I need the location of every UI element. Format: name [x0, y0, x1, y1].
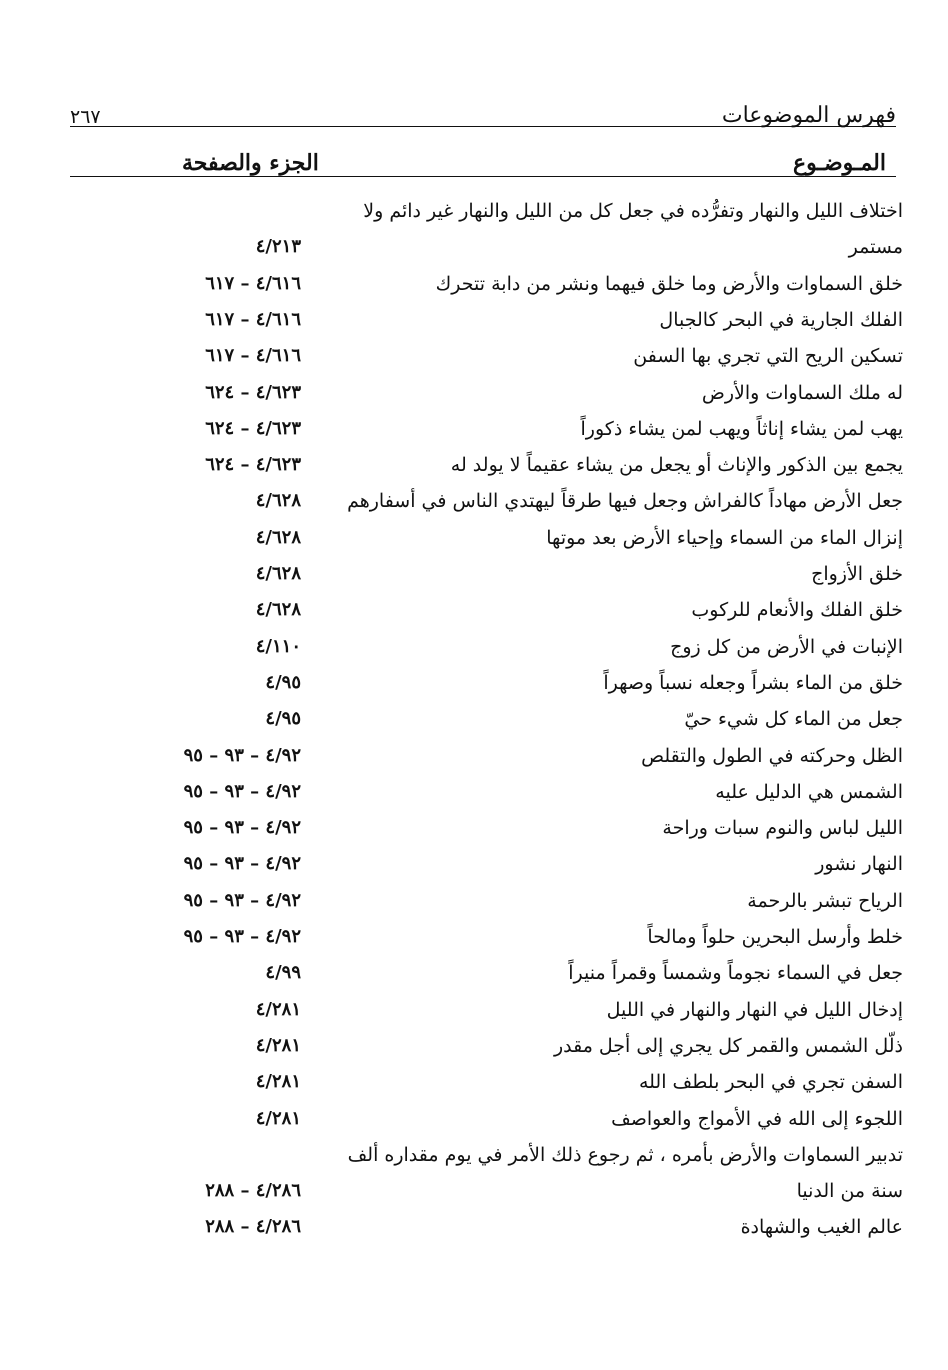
running-title: فهرس الموضوعات: [721, 103, 896, 128]
index-row-topic: الرياح تبشر بالرحمة: [747, 889, 903, 912]
index-row-topic: السفن تجري في البحر بلطف الله: [638, 1071, 903, 1094]
index-row-topic: إنزال الماء من السماء وإحياء الأرض بعد موتها: [546, 526, 903, 549]
index-row-reference: ٤/٦٢٨: [255, 599, 301, 621]
reference-column-header: الجزء والصفحة: [182, 150, 319, 176]
page-number: ٢٦٧: [70, 106, 101, 128]
index-row-reference: ٤/٢٨٦ – ٢٨٨: [205, 1216, 301, 1238]
index-row-reference: ٤/٩٢ – ٩٣ – ٩٥: [183, 744, 301, 766]
index-row-reference: ٤/٢١٣: [255, 236, 301, 258]
index-row-reference: ٤/٢٨٦ – ٢٨٨: [205, 1180, 301, 1202]
index-row-topic: يجمع بين الذكور والإناث أو يجعل من يشاء عقيماً لا يولد له: [450, 454, 903, 477]
running-header: [70, 98, 896, 128]
index-row-topic: الفلك الجارية في البحر كالجبال: [659, 308, 903, 331]
index-row-topic: خلق الأزواج: [811, 563, 903, 585]
index-row-reference: ٤/٩٢ – ٩٣ – ٩٥: [183, 817, 301, 839]
index-row-topic: اختلاف الليل والنهار وتفرُّده في جعل كل من الليل والنهار غير دائم ولا: [363, 200, 903, 222]
index-row-topic: الإنبات في الأرض من كل زوج: [670, 635, 903, 658]
index-row-reference: ٤/٦٢٣ – ٦٢٤: [205, 417, 301, 439]
index-row-reference: ٤/٦٢٣ – ٦٢٤: [205, 381, 301, 403]
index-row-reference: ٤/٦١٦ – ٦١٧: [205, 308, 301, 330]
index-row-topic: اللجوء إلى الله في الأمواج والعواصف: [611, 1107, 903, 1130]
index-row-topic: سنة من الدنيا: [796, 1180, 903, 1203]
index-row-reference: ٤/٩٢ – ٩٣ – ٩٥: [183, 889, 301, 911]
index-row-topic: مستمر: [848, 236, 903, 259]
column-header-rule: [70, 176, 896, 177]
index-row-topic: تسكين الريح التي تجري بها السفن: [633, 345, 903, 368]
index-row-topic: ذلّل الشمس والقمر كل يجري إلى أجل مقدر: [553, 1034, 903, 1057]
index-row-reference: ٤/٦١٦ – ٦١٧: [205, 345, 301, 367]
index-row-reference: ٤/٦١٦ – ٦١٧: [205, 272, 301, 294]
index-row-topic: يهب لمن يشاء إناثاً ويهب لمن يشاء ذكوراً: [580, 417, 903, 440]
index-row-topic: له ملك السماوات والأرض: [701, 381, 903, 404]
index-row-reference: ٤/١١٠: [255, 635, 301, 657]
index-row-reference: ٤/٩٥: [265, 671, 301, 693]
index-row-topic: خلط وأرسل البحرين حلواً ومالحاً: [647, 926, 903, 948]
index-row-reference: ٤/٩٢ – ٩٣ – ٩٥: [183, 780, 301, 802]
index-row-reference: ٤/٩٥: [265, 708, 301, 730]
index-row-topic: جعل من الماء كل شيء حيّ: [684, 708, 903, 731]
index-row-reference: ٤/٩٢ – ٩٣ – ٩٥: [183, 853, 301, 875]
index-row-reference: ٤/٢٨١: [255, 1034, 301, 1056]
index-row-topic: جعل الأرض مهاداً كالفراش وجعل فيها طرقاً ليهتدي الناس في أسفارهم: [347, 490, 903, 513]
index-row-reference: ٤/٦٢٣ – ٦٢٤: [205, 454, 301, 476]
index-row-topic: الشمس هي الدليل عليه: [715, 780, 903, 803]
index-row-reference: ٤/٢٨١: [255, 998, 301, 1020]
index-row-reference: ٤/٢٨١: [255, 1071, 301, 1093]
index-row-reference: ٤/٦٢٨: [255, 526, 301, 548]
index-row-topic: خلق الفلك والأنعام للركوب: [691, 599, 903, 622]
index-row-topic: النهار نشور: [815, 853, 903, 876]
index-row-reference: ٤/٩٢ – ٩٣ – ٩٥: [183, 926, 301, 947]
index-row-topic: تدبير السماوات والأرض بأمره ، ثم رجوع ذلك الأمر في يوم مقداره ألف: [347, 1143, 903, 1166]
index-row-reference: ٤/٦٢٨: [255, 563, 301, 584]
index-row-topic: عالم الغيب والشهادة: [740, 1216, 903, 1239]
column-headers: [182, 136, 886, 176]
index-row-topic: خلق السماوات والأرض وما خلق فيهما ونشر من دابة تتحرك: [435, 272, 903, 295]
header-rule: [70, 126, 896, 127]
index-row-topic: جعل في السماء نجوماً وشمساً وقمراً منيراً: [568, 962, 903, 985]
index-row-topic: خلق من الماء بشراً وجعله نسباً وصهراً: [603, 671, 903, 694]
index-row-topic: إدخال الليل في النهار والنهار في الليل: [606, 998, 903, 1021]
topic-column-header: المـوضـوع: [793, 150, 886, 176]
index-row-reference: ٤/٦٢٨: [255, 490, 301, 512]
index-row-reference: ٤/٩٩: [265, 962, 301, 984]
index-row-reference: ٤/٢٨١: [255, 1107, 301, 1129]
index-row-topic: الليل لباس والنوم سبات وراحة: [662, 817, 903, 840]
index-row-topic: الظل وحركته في الطول والتقلص: [641, 744, 903, 767]
